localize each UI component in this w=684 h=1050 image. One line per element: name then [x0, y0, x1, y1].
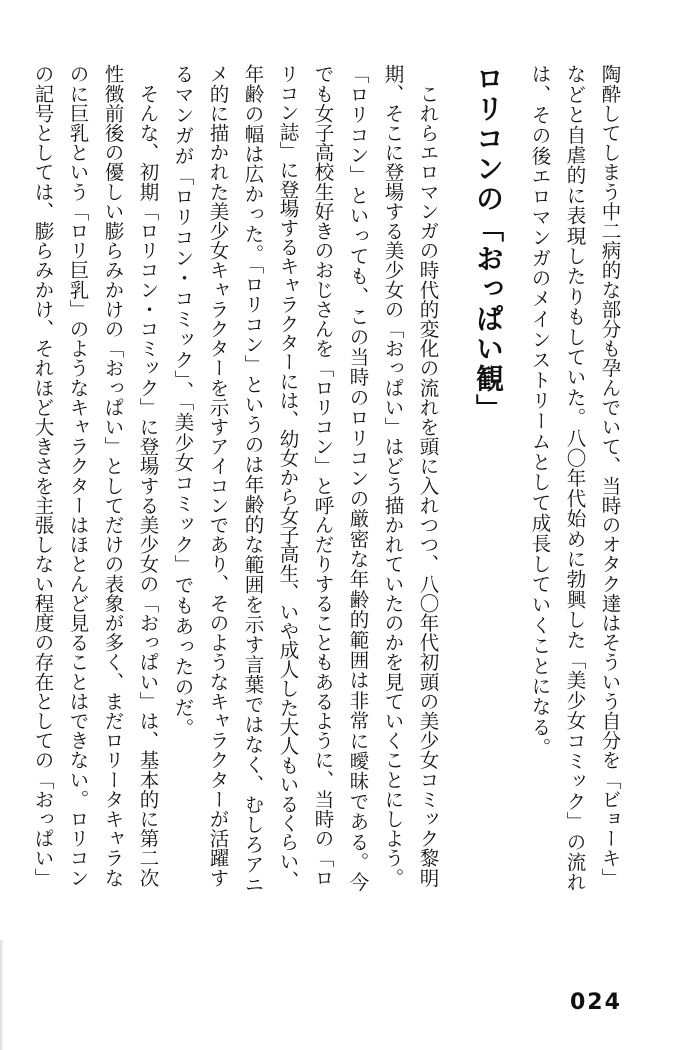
body-line-3: 「ロリコン」といっても、この当時のロリコンの厳密な年齢的範囲は非常に曖昧である。今 — [346, 64, 370, 893]
body-line-7: メ的に描かれた美少女キャラクターを示すアイコンであり、そのようなキャラクターが活躍す — [206, 64, 230, 888]
body-line-6: 年齢の幅は広かった。「ロリコン」というのは年齢的な範囲を示す言葉ではなく、むしろアニ — [241, 64, 265, 895]
body-line-12: の記号としては、膨らみかけ、それほど大きさを主張しない程度の存在としての「おっぱい」 — [31, 64, 55, 888]
body-line-8: るマンガが「ロリコン・コミック」、「美少女コミック」でもあったのだ。 — [171, 64, 195, 739]
scan-edge-shadow — [0, 940, 4, 1050]
intro-line-2: などと自虐的に表現したりもしていた。八〇年代始めに勃興した「美少女コミック」の流れ — [563, 64, 587, 893]
page-number: 024 — [570, 990, 622, 1015]
body-line-5: リコン誌」に登場するキャラクターには、幼女から女子高生、いや成人した大人もいるくらい、 — [276, 64, 300, 890]
body-line-4: でも女子高校生好きのおじさんを「ロリコン」と呼んだりすることもあるように、当時の「ロ — [311, 64, 335, 888]
intro-line-3: は、その後エロマンガのメインストリームとして成長していくことになる。 — [528, 64, 552, 758]
body-line-10: 性徴前後の優しい膨らみかけの「おっぱい」としてだけの表象が多く、まだロリータキャラな — [101, 64, 125, 888]
body-line-9: そんな、初期「ロリコン・コミック」に登場する美少女の「おっぱい」は、基本的に第二次 — [136, 64, 160, 888]
body-line-2: 期、そこに登場する美少女の「おっぱい」はどう描かれていたのかを見ていくことにしよう。 — [381, 64, 405, 888]
body-line-1: これらエロマンガの時代的変化の流れを頭に入れつつ、八〇年代初頭の美少女コミック黎明 — [416, 64, 440, 888]
section-heading: ロリコンの「おっぱい観」 — [472, 64, 505, 424]
body-line-11: のに巨乳という「ロリ巨乳」のようなキャラクターはほとんど見ることはできない。ロリコン — [66, 64, 90, 888]
intro-line-1: 陶酔してしまう中二病的な部分も孕んでいて、当時のオタク達はそういう自分を「ビョーキ」 — [598, 64, 622, 888]
